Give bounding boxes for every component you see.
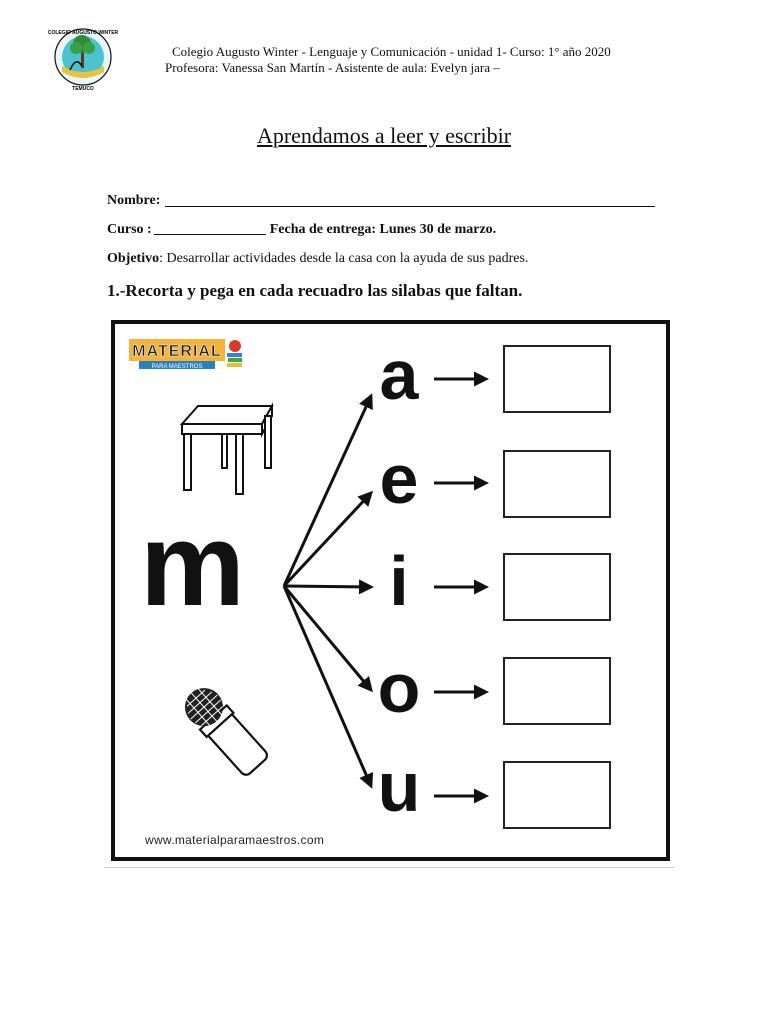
header-line-1: Colegio Augusto Winter - Lenguaje y Comunicación - unidad 1- Curso: 1° año 2020 <box>172 44 611 59</box>
bottom-divider <box>104 867 674 868</box>
brand-sub: PARA MAESTROS <box>151 364 203 370</box>
answer-box-o[interactable] <box>503 657 611 725</box>
fan-arrow-e <box>284 493 371 586</box>
consonant-letter: m <box>140 499 245 631</box>
fan-arrow-a <box>284 396 371 586</box>
nombre-label: Nombre: <box>107 193 161 208</box>
vowel-u: u <box>377 748 421 826</box>
brand-main: MATERIAL <box>132 343 222 360</box>
fan-arrow-o <box>284 586 371 690</box>
answer-box-e[interactable] <box>503 450 611 518</box>
answer-box-i[interactable] <box>503 553 611 621</box>
curso-label: Curso : <box>107 222 152 237</box>
fan-arrow-i <box>284 586 371 587</box>
fecha-entrega: Fecha de entrega: Lunes 30 de marzo. <box>269 222 497 237</box>
vowel-o: o <box>377 649 421 727</box>
page-title: Aprendamos a leer y escribir <box>256 123 512 148</box>
vowel-i: i <box>389 542 409 620</box>
objetivo-label: Objetivo <box>107 251 160 266</box>
logo-text-top: COLEGIO AUGUSTO WINTER <box>47 30 119 36</box>
header-line-2: Profesora: Vanessa San Martín - Asistente de aula: Evelyn jara – <box>165 60 500 75</box>
objetivo-text: : Desarrollar actividades desde la casa con la ayuda de sus padres. <box>159 251 529 266</box>
answer-box-a[interactable] <box>503 345 611 413</box>
vowel-a: a <box>379 336 419 414</box>
logo-text-bottom: TEMUCO <box>72 86 94 92</box>
website-footer: www.materialparamaestros.com <box>145 833 325 847</box>
answer-box-u[interactable] <box>503 761 611 829</box>
fan-arrow-u <box>284 586 371 786</box>
instruction-text: 1.-Recorta y pega en cada recuadro las silabas que faltan. <box>107 281 523 300</box>
vowel-e: e <box>379 440 419 518</box>
